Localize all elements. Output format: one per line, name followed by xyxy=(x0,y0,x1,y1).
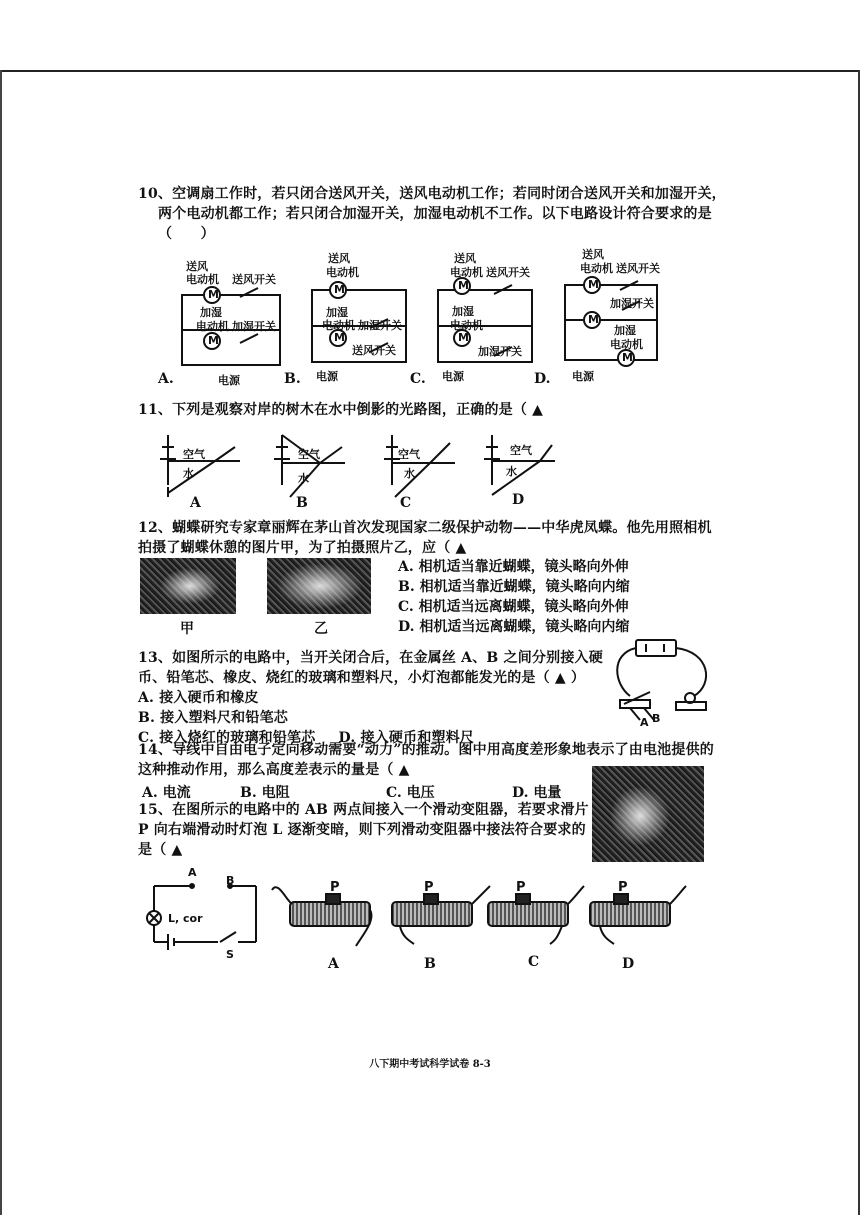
q13-line1: 13、如图所示的电路中，当开关闭合后，在金属丝 A、B 之间分别接入硬 xyxy=(138,650,603,666)
point-b: B xyxy=(226,874,235,887)
rheostat-c xyxy=(488,886,584,944)
lamp-label: L, cor xyxy=(168,912,203,925)
label-hum-switch: 加湿开关 xyxy=(478,345,522,358)
label-air: 空气 xyxy=(298,448,320,461)
q12-option-c: C. 相机适当远离蝴蝶，镜头略向外伸 xyxy=(398,599,629,615)
label-fan-switch: 送风开关 xyxy=(486,266,530,279)
label-fan-word: 送风 xyxy=(186,260,208,273)
q13-line2: 币、铅笔芯、橡皮、烧红的玻璃和塑料尺，小灯泡都能发光的是（ ▲ ） xyxy=(138,670,586,686)
motor-symbol: M xyxy=(208,288,219,301)
motor-symbol: M xyxy=(334,331,345,344)
q10-circuit-diagrams xyxy=(0,240,860,400)
q13-option-d: D. 接入硬币和塑料尺 xyxy=(338,730,475,746)
q10-option-a: A. xyxy=(158,371,174,387)
slider-p-label: P xyxy=(618,880,628,895)
q11-option-b: B xyxy=(296,495,308,511)
q15-circuit xyxy=(142,874,272,964)
q14-line1: 14、导线中自由电子定向移动需要“动力”的推动。图中用高度差形象地表示了由电池提供的 xyxy=(138,742,714,758)
q14-line2: 这种推动作用，那么高度差表示的量是（ ▲ xyxy=(138,762,410,778)
label-hum-word: 加湿 xyxy=(452,305,474,318)
question-10 xyxy=(138,184,738,244)
q12-option-a: A. 相机适当靠近蝴蝶，镜头略向外伸 xyxy=(398,559,629,575)
motor-symbol: M xyxy=(208,334,219,347)
point-a-label: A xyxy=(640,716,649,729)
question-11 xyxy=(138,400,543,420)
diagram-a xyxy=(160,435,240,497)
label-water: 水 xyxy=(298,472,309,485)
label-hum-word: 加湿 xyxy=(614,324,636,337)
label-fan-word: 送风 xyxy=(328,252,350,265)
q14-option-d: D. 电量 xyxy=(512,785,562,801)
label-water: 水 xyxy=(506,465,517,478)
slider-p-label: P xyxy=(516,880,526,895)
label-air: 空气 xyxy=(398,448,420,461)
q15-option-a: A xyxy=(328,956,339,972)
butterfly-photo-jia xyxy=(140,558,236,614)
q13-option-b: B. 接入塑料尺和铅笔芯 xyxy=(138,710,288,726)
q10-option-c: C. xyxy=(410,371,426,387)
rheostat-b xyxy=(392,886,490,944)
q11-option-d: D xyxy=(512,492,525,508)
point-a: A xyxy=(188,866,197,879)
scan-edge-top xyxy=(0,70,860,72)
motor-symbol: M xyxy=(458,331,469,344)
q11-option-c: C xyxy=(400,495,412,511)
question-15 xyxy=(138,800,589,860)
question-12 xyxy=(138,518,712,558)
label-air: 空气 xyxy=(183,448,205,461)
q10-line2: 两个电动机都工作；若只闭合加湿开关，加湿电动机不工作。以下电路设计符合要求的是 xyxy=(158,206,712,222)
label-hum-motor: 电动机 xyxy=(450,319,483,332)
height-difference-photo xyxy=(592,766,704,862)
slider-p-label: P xyxy=(330,880,340,895)
q15-line2: P 向右端滑动时灯泡 L 逐渐变暗，则下列滑动变阻器中接法符合要求的 xyxy=(138,822,586,838)
label-hum-word: 加湿 xyxy=(200,306,222,319)
q15-line3: 是（ ▲ xyxy=(138,842,183,858)
q10-line3: （ ） xyxy=(158,226,215,242)
diagram-c xyxy=(384,435,455,497)
label-fan-motor: 电动机 xyxy=(450,266,483,279)
circuit-d xyxy=(565,277,657,366)
q12-option-d: D. 相机适当远离蝴蝶，镜头略向内缩 xyxy=(398,619,630,635)
label-hum-motor: 电动机 xyxy=(610,338,643,351)
point-b-label: B xyxy=(652,712,661,725)
motor-symbol: M xyxy=(458,279,469,292)
label-power: 电源 xyxy=(572,370,594,383)
switch-label: S xyxy=(226,948,234,961)
q14-option-a: A. 电流 xyxy=(142,785,191,801)
label-hum-motor: 电动机 xyxy=(322,319,355,332)
q15-option-d: D xyxy=(622,956,635,972)
motor-symbol: M xyxy=(622,351,633,364)
label-fan-switch: 送风开关 xyxy=(352,344,396,357)
motor-symbol: M xyxy=(588,278,599,291)
diagram-b xyxy=(274,435,345,497)
label-fan-word: 送风 xyxy=(454,252,476,265)
motor-symbol: M xyxy=(588,313,599,326)
label-hum-motor: 电动机 xyxy=(196,320,229,333)
q12-line1: 12、蝴蝶研究专家章丽辉在茅山首次发现国家二级保护动物——中华虎凤蝶。他先用照相机 xyxy=(138,520,712,536)
label-fan-motor: 电动机 xyxy=(186,273,219,286)
q13-option-c: C. 接入烧红的玻璃和铅笔芯 xyxy=(138,730,316,746)
label-hum-switch: 加湿开关 xyxy=(610,297,654,310)
q10-option-d: D. xyxy=(534,371,551,387)
rheostat-a xyxy=(272,887,371,946)
q12-option-b: B. 相机适当靠近蝴蝶，镜头略向内缩 xyxy=(398,579,630,595)
label-hum-switch: 加湿开关 xyxy=(232,320,276,333)
question-13 xyxy=(138,648,603,748)
q15-option-b: B xyxy=(424,956,436,972)
q10-line1: 10、空调扇工作时，若只闭合送风开关，送风电动机工作；若同时闭合送风开关和加湿开关， xyxy=(138,186,726,202)
label-hum-switch: 加湿开关 xyxy=(358,319,402,332)
label-hum-word: 加湿 xyxy=(326,306,348,319)
q11-option-a: A xyxy=(190,495,201,511)
label-fan-word: 送风 xyxy=(582,248,604,261)
label-power: 电源 xyxy=(442,370,464,383)
q14-option-c: C. 电压 xyxy=(386,785,435,801)
label-air: 空气 xyxy=(510,444,532,457)
q12-line2: 拍摄了蝴蝶休憩的图片甲，为了拍摄照片乙，应（ ▲ xyxy=(138,540,467,556)
label-water: 水 xyxy=(183,467,194,480)
rheostat-d xyxy=(590,886,686,944)
photo-label-jia: 甲 xyxy=(180,621,194,637)
q14-option-b: B. 电阻 xyxy=(240,785,290,801)
label-fan-switch: 送风开关 xyxy=(232,273,276,286)
slider-p-label: P xyxy=(424,880,434,895)
label-fan-motor: 电动机 xyxy=(580,262,613,275)
label-power: 电源 xyxy=(316,370,338,383)
photo-label-yi: 乙 xyxy=(314,621,328,637)
label-water: 水 xyxy=(404,467,415,480)
q13-option-a: A. 接入硬币和橡皮 xyxy=(138,690,259,706)
motor-symbol: M xyxy=(334,283,345,296)
q13-circuit xyxy=(610,634,730,734)
page-footer: 八下期中考试科学试卷 8-3 xyxy=(369,1059,491,1070)
q15-line1: 15、在图所示的电路中的 AB 两点间接入一个滑动变阻器，若要求滑片 xyxy=(138,802,589,818)
butterfly-photo-yi xyxy=(267,558,371,614)
label-power: 电源 xyxy=(218,374,240,387)
q10-option-b: B. xyxy=(284,371,301,387)
q11-text: 11、下列是观察对岸的树木在水中倒影的光路图，正确的是（ ▲ xyxy=(138,402,544,418)
q11-light-diagrams xyxy=(0,425,860,515)
label-fan-motor: 电动机 xyxy=(326,266,359,279)
q15-option-c: C xyxy=(528,954,540,970)
label-fan-switch: 送风开关 xyxy=(616,262,660,275)
